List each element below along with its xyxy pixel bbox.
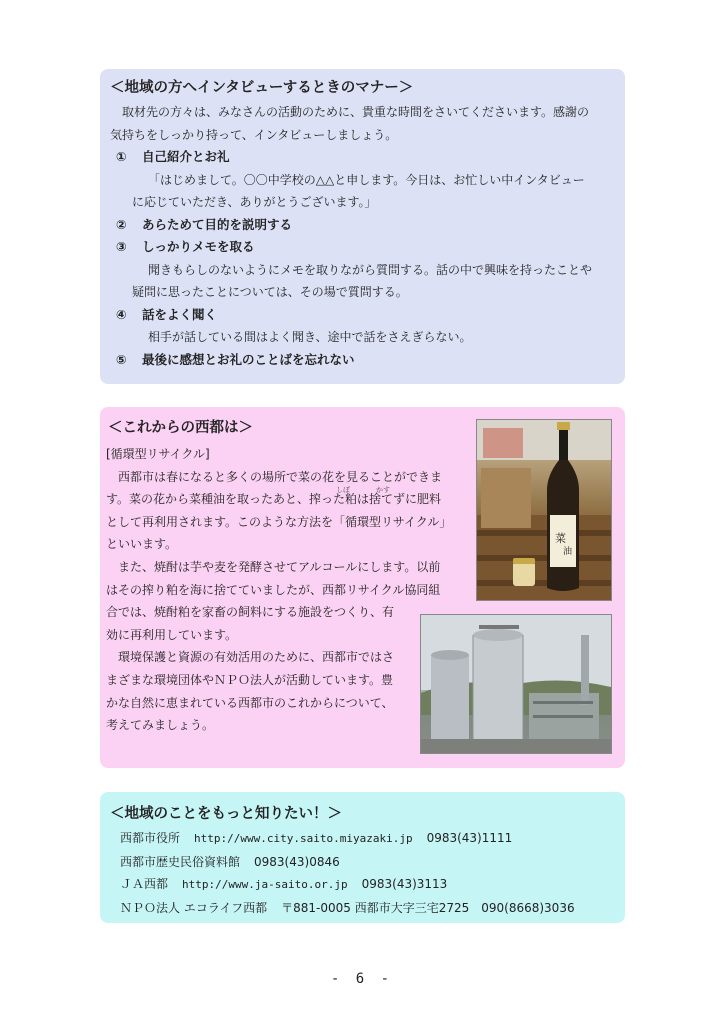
future-line-3: として再利用されます。このような方法を「循環型リサイクル」 (106, 514, 452, 529)
contact-row (120, 827, 615, 851)
item-number: ③ (116, 239, 127, 254)
future-line-11: かな自然に恵まれている西都市のこれからについて、 (106, 695, 394, 710)
manner-heading: ＜地域の方へインタビューするときのマナー＞ (110, 80, 414, 96)
contact-phone: 0983(43)1111 (426, 831, 513, 845)
manner-item-4-line-1: 相手が話している間はよく聞き、途中で話をさえぎらない。 (148, 330, 472, 344)
future-line-1: 西都市は春になると多くの場所で菜の花を見ることができま (106, 469, 443, 484)
item-number: ① (116, 149, 127, 164)
contact-url[interactable]: http://www.city.saito.miyazaki.jp (194, 832, 413, 845)
manner-section (100, 69, 625, 384)
future-line-4: といいます。 (106, 537, 178, 552)
manner-item-3-line-1: 聞きもらしのないようにメモを取りながら質問する。話の中で興味を持ったことや (148, 262, 593, 277)
links-section (100, 792, 625, 923)
future-line-5: また、焼酎は芋や麦を発酵させてアルコールにします。以前 (106, 559, 441, 574)
contact-name: 西都市役所 (120, 831, 181, 845)
contact-url[interactable]: http://www.ja-saito.or.jp (182, 878, 348, 891)
future-subheading: [循環型リサイクル] (106, 447, 210, 461)
manner-item-1-line-2: に応じていただき、ありがとうございます。」 (132, 195, 377, 209)
contact-phone: 0983(43)3113 (361, 877, 448, 891)
manner-item-3 (116, 236, 615, 259)
manner-item-3-line-2: 疑問に思ったことについては、その場で質問する。 (132, 285, 408, 299)
page-number: - 6 - (330, 971, 394, 987)
contact-phone: 〒881-0005 西都市大字三宅2725 090(8668)3036 (281, 900, 575, 915)
contact-list (120, 827, 615, 919)
future-line-12: 考えてみましょう。 (106, 718, 215, 733)
future-line-6: はその搾り粕を海に捨てていましたが、西都リサイクル協同組 (106, 582, 441, 597)
ruby-shibo: しぼ (336, 486, 350, 494)
contact-name: ＪＡ西都 (120, 877, 169, 891)
item-number: ④ (116, 306, 127, 322)
item-title: 最後に感想とお礼のことばを忘れない (142, 351, 355, 367)
future-line-9: 環境保護と資源の有効活用のために、西都市ではさ (106, 650, 395, 665)
item-number: ⑤ (116, 351, 127, 367)
manner-item-4 (116, 304, 615, 327)
svg-text:油: 油 (563, 547, 573, 557)
factory-photo-illustration (421, 615, 611, 753)
shochu-bottle-photo (476, 419, 612, 601)
contact-name: 西都市歴史民俗資料館 (120, 854, 241, 869)
contact-row (120, 851, 615, 874)
manner-item-2 (116, 214, 615, 237)
item-title: あらためて目的を説明する (142, 216, 293, 232)
manner-item-5 (116, 349, 615, 372)
item-title: 自己紹介とお礼 (142, 149, 230, 164)
manner-item-1 (116, 146, 615, 169)
future-line-2: す。菜の花から菜種油を取ったあと、搾った粕は捨てずに肥料 (106, 492, 442, 507)
item-number: ② (116, 216, 127, 232)
future-section (100, 407, 625, 768)
recycling-plant-photo (420, 614, 612, 754)
ruby-kasu: かす (376, 486, 390, 494)
contact-name: ＮＰＯ法人 エコライフ西都 (120, 900, 268, 915)
manner-item-1-line-1: 「はじめまして。〇〇中学校の△△と申します。今日は、お忙しい中インタビュー (148, 172, 585, 187)
future-line-7: 合では、焼酎粕を家畜の飼料にする施設をつくり、有 (106, 605, 395, 620)
manner-intro-line-1: 取材先の方々は、みなさんの活動のために、貴重な時間をさいてくださいます。感謝の (110, 105, 590, 119)
contact-phone: 0983(43)0846 (254, 854, 340, 869)
manner-intro-line-2: 気持ちをしっかり持って、インタビューしましょう。 (110, 127, 398, 142)
svg-text:菜: 菜 (555, 532, 566, 545)
item-title: 話をよく聞く (142, 306, 218, 322)
future-line-8: 効に再利用しています。 (106, 627, 238, 642)
future-heading: ＜これからの西都は＞ (108, 420, 253, 436)
links-heading: ＜地域のことをもっと知りたい！＞ (110, 806, 342, 822)
shochu-photo-illustration (477, 420, 611, 600)
future-line-10: まざまな環境団体やＮＰＯ法人が活動しています。豊 (106, 672, 394, 687)
item-title: しっかりメモを取る (142, 239, 255, 254)
contact-row (120, 897, 615, 920)
contact-row (120, 873, 615, 897)
